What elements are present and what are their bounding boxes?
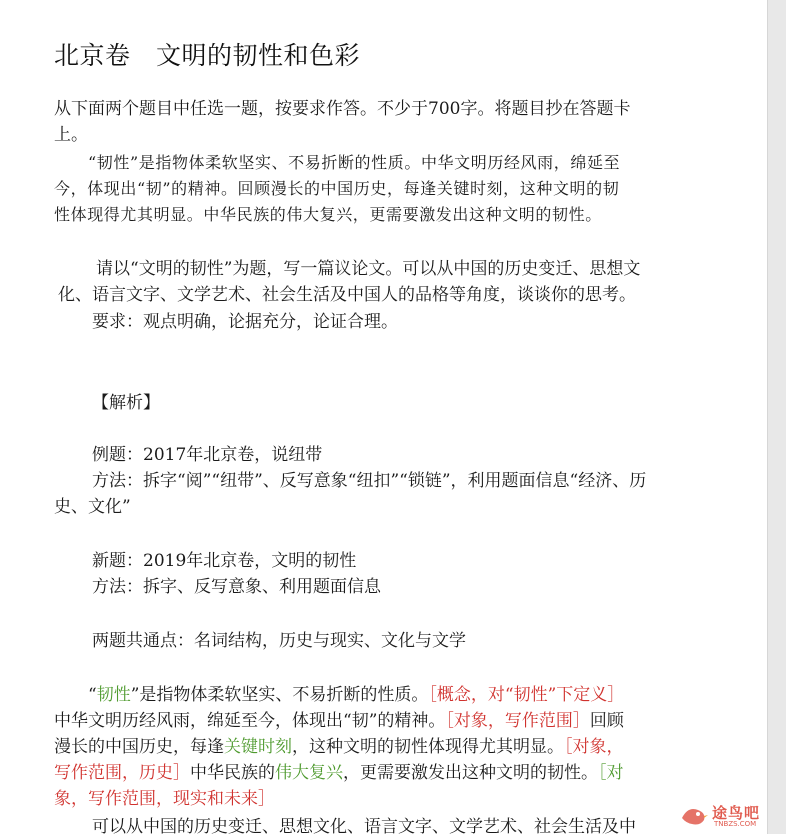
analysis-heading: 【解析】 (92, 393, 160, 413)
task-line-1: 请以“文明的韧性”为题，写一篇议论文。可以从中国的历史变迁、思想文 (96, 259, 641, 279)
instruction-line-1: 从下面两个题目中任选一题，按要求作答。不少于700字。将题目抄在答题卡 (54, 99, 631, 119)
annotated-line-6: 可以从中国的历史变迁、思想文化、语言文字、文学艺术、社会生活及中 (92, 817, 636, 837)
annotated-line-2 (54, 708, 624, 734)
instruction-line-2: 上。 (54, 125, 88, 145)
example-line: 例题：2017年北京卷，说纽带 (92, 445, 323, 465)
page-title: 北京卷 文明的韧性和色彩 (54, 41, 361, 70)
annotated-line-1 (88, 682, 624, 708)
annotation-note: 象，写作范围，现实和未来］ (54, 789, 275, 809)
material-line-2: 今，体现出“韧”的精神。回顾漫长的中国历史，每逢关键时刻，这种文明的韧 (54, 179, 620, 198)
annotated-line-4 (54, 760, 624, 786)
text-span: “ (88, 685, 97, 705)
material-line-3: 性体现得尤其明显。中华民族的伟大复兴，更需要激发出这种文明的韧性。 (54, 205, 602, 224)
requirement-line: 要求：观点明确，论据充分，论证合理。 (92, 312, 398, 332)
common-points-line: 两题共通点：名词结构，历史与现实、文化与文学 (92, 631, 466, 651)
annotation-note: ［对象，写作范围］ (445, 711, 590, 731)
vertical-scrollbar[interactable] (767, 0, 786, 834)
highlight-keyword: 伟大复兴 (275, 763, 343, 783)
text-span: ，更需要激发出这种文明的韧性。 (343, 763, 598, 783)
text-span: 漫长的中国历史，每逢 (54, 737, 224, 757)
annotation-note: 写作范围，历史］ (54, 763, 190, 783)
annotation-note-green: ［对 (598, 763, 624, 783)
annotation-note: ［概念，对“韧性”下定义］ (428, 685, 625, 705)
annotated-line-3 (54, 734, 624, 760)
annotated-line-5 (54, 786, 275, 812)
watermark-subtext: TNBZS.COM (714, 820, 757, 828)
text-span: 回顾 (589, 711, 624, 731)
text-span: ，这种文明的韧性体现得尤其明显。 (292, 737, 564, 757)
site-watermark (680, 800, 780, 834)
example-method-line-2: 史、文化” (54, 497, 131, 517)
bird-logo-icon (680, 804, 708, 828)
text-span: ”是指物体柔软坚实、不易折断的性质。 (130, 685, 429, 705)
example-method-line-1: 方法：拆字“阅”“纽带”、反写意象“纽扣”“锁链”，利用题面信息“经济、历 (92, 471, 647, 491)
task-line-2: 化、语言文字、文学艺术、社会生活及中国人的品格等角度，谈谈你的思考。 (58, 285, 636, 305)
watermark-text: 途鸟吧 (712, 804, 761, 822)
text-span: 中华民族的 (190, 763, 275, 783)
new-method-line: 方法：拆字、反写意象、利用题面信息 (92, 577, 381, 597)
highlight-keyword: 韧性 (96, 685, 131, 705)
material-line-1: “韧性”是指物体柔软坚实、不易折断的性质。中华文明历经风雨，绵延至 (88, 153, 621, 172)
annotation-note: ［对象， (564, 737, 624, 757)
highlight-keyword: 关键时刻 (224, 737, 292, 757)
text-span: 中华文明历经风雨，绵延至今，体现出“韧”的精神。 (54, 711, 446, 731)
new-topic-line: 新题：2019年北京卷，文明的韧性 (92, 551, 357, 571)
